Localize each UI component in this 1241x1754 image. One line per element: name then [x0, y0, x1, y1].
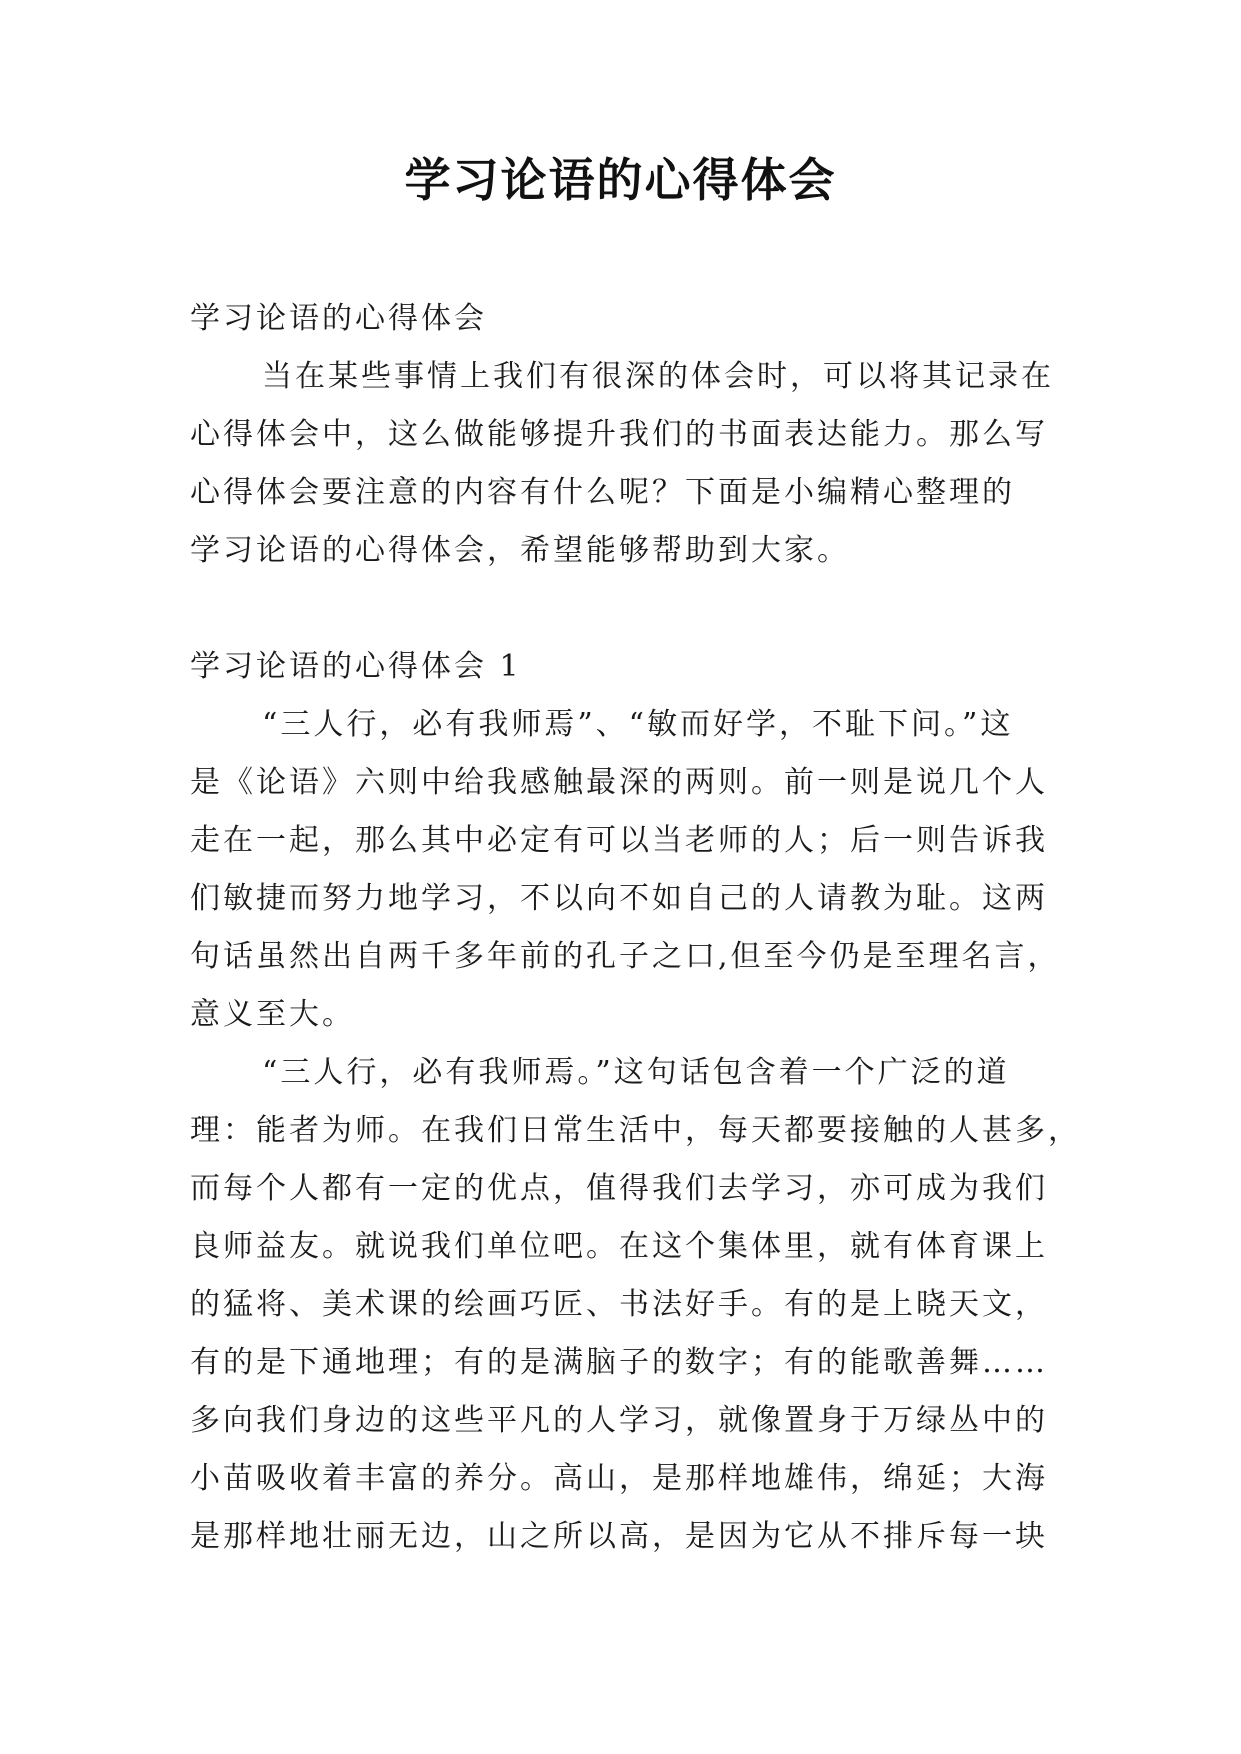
paragraph-line: 意义至大。	[190, 997, 355, 1032]
body-paragraph	[190, 1044, 1081, 1566]
body-paragraph	[190, 696, 1061, 1044]
paragraph-spacer	[190, 580, 1052, 638]
paragraph-line: “三人行，必有我师焉”、“敏而好学，不耻下问。”这	[262, 707, 1014, 742]
paragraph-line: 句话虽然出自两千多年前的孔子之口,但至今仍是至理名言，	[190, 939, 1061, 974]
paragraph-line: 心得体会要注意的内容有什么呢？下面是小编精心整理的	[190, 475, 1015, 510]
paragraph-line: 理：能者为师。在我们日常生活中，每天都要接触的人甚多，	[190, 1113, 1081, 1148]
paragraph-line: 是《论语》六则中给我感触最深的两则。前一则是说几个人	[190, 765, 1048, 800]
document-title: 学习论语的心得体会	[404, 153, 837, 207]
paragraph-line: 有的是下通地理；有的是满脑子的数字；有的能歌善舞……	[190, 1345, 1048, 1380]
paragraph-line: 是那样地壮丽无边，山之所以高，是因为它从不排斥每一块	[190, 1519, 1048, 1554]
paragraph-line: “三人行，必有我师焉。”这句话包含着一个广泛的道	[262, 1055, 1010, 1090]
paragraph-line: 小苗吸收着丰富的养分。高山，是那样地雄伟，绵延；大海	[190, 1461, 1048, 1496]
paragraph-line: 多向我们身边的这些平凡的人学习，就像置身于万绿丛中的	[190, 1403, 1048, 1438]
paragraph-line: 而每个人都有一定的优点，值得我们去学习，亦可成为我们	[190, 1171, 1048, 1206]
section-heading: 学习论语的心得体会	[190, 301, 487, 336]
paragraph-line: 学习论语的心得体会，希望能够帮助到大家。	[190, 533, 850, 568]
paragraph-line: 的猛将、美术课的绘画巧匠、书法好手。有的是上晓天文，	[190, 1287, 1048, 1322]
paragraph-line: 们敏捷而努力地学习，不以向不如自己的人请教为耻。这两	[190, 881, 1048, 916]
paragraph-line: 心得体会中，这么做能够提升我们的书面表达能力。那么写	[190, 417, 1048, 452]
document-body	[190, 290, 1081, 1566]
paragraph-line: 良师益友。就说我们单位吧。在这个集体里，就有体育课上	[190, 1229, 1048, 1264]
intro-paragraph	[190, 348, 1052, 580]
paragraph-line: 当在某些事情上我们有很深的体会时，可以将其记录在	[262, 359, 1054, 394]
section-heading: 学习论语的心得体会 1	[190, 649, 522, 684]
paragraph-line: 走在一起，那么其中必定有可以当老师的人；后一则告诉我	[190, 823, 1048, 858]
